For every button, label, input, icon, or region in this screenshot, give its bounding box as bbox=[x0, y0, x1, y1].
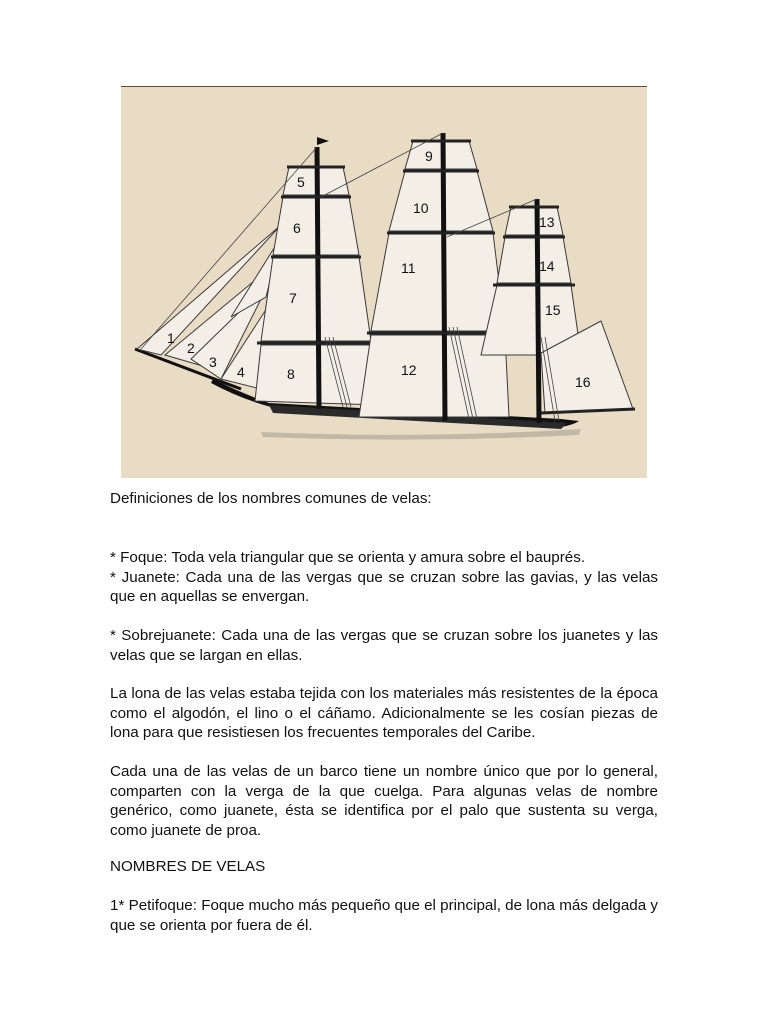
sail-number-2: 2 bbox=[187, 340, 195, 356]
sail-number-4: 4 bbox=[237, 364, 245, 380]
intro-text: Definiciones de los nombres comunes de velas: bbox=[110, 490, 432, 507]
definition-foque: * Foque: Toda vela triangular que se orienta y amura sobre el bauprés. bbox=[110, 549, 586, 566]
petifoque-text: 1* Petifoque: Foque mucho más pequeño que el principal, de lona más delgada y que se orienta por fuera de él. bbox=[110, 897, 658, 934]
sail-11 bbox=[371, 233, 505, 331]
sail-number-9: 9 bbox=[425, 148, 433, 164]
sail-number-10: 10 bbox=[413, 200, 429, 216]
names-text: Cada una de las velas de un barco tiene un nombre único que por lo general, comparten con la verga de la que cuelga. Para algunas velas de nombre genérico, como juanete, ésta se identifica por el palo que sustenta su verga, como juanete de proa. bbox=[110, 763, 658, 839]
sail-number-13: 13 bbox=[539, 214, 555, 230]
lona-paragraph bbox=[110, 684, 658, 743]
nombres-heading: NOMBRES DE VELAS bbox=[110, 858, 266, 875]
intro-paragraph bbox=[110, 489, 658, 509]
names-paragraph bbox=[110, 762, 658, 840]
lona-text: La lona de las velas estaba tejida con los materiales más resistentes de la época como el algodón, el lino o el cáñamo. Adicionalmente se les cosían piezas de lona para que resistiesen los frecuentes temporales del Caribe. bbox=[110, 685, 658, 741]
sail-number-15: 15 bbox=[545, 302, 561, 318]
petifoque-paragraph bbox=[110, 896, 658, 935]
sail-number-6: 6 bbox=[293, 220, 301, 236]
sail-number-12: 12 bbox=[401, 362, 417, 378]
sail-14 bbox=[497, 237, 571, 283]
sail-number-5: 5 bbox=[297, 174, 305, 190]
definition-sobrejuanete: * Sobrejuanete: Cada una de las vergas que se cruzan sobre los juanetes y las velas que se largan en ellas. bbox=[110, 627, 658, 664]
sail-number-8: 8 bbox=[287, 366, 295, 382]
sail-number-3: 3 bbox=[209, 354, 217, 370]
definition-sobrejuanete-block bbox=[110, 626, 658, 665]
sail-number-7: 7 bbox=[289, 290, 297, 306]
sail-number-11: 11 bbox=[401, 260, 416, 276]
section-heading bbox=[110, 857, 658, 877]
definitions-block bbox=[110, 548, 658, 607]
sail-number-14: 14 bbox=[539, 258, 555, 274]
sail-number-16: 16 bbox=[575, 374, 591, 390]
definition-juanete: * Juanete: Cada una de las vergas que se cruzan sobre las gavias, y las velas que en aquellas se envergan. bbox=[110, 568, 658, 605]
sail-number-1: 1 bbox=[167, 330, 175, 346]
sailing-ship-diagram bbox=[121, 86, 647, 478]
